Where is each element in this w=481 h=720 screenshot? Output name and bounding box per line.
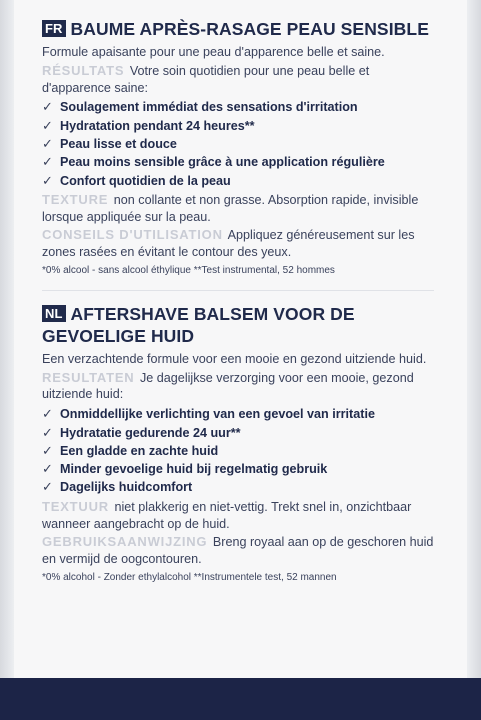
nl-title-text: AFTERSHAVE BALSEM VOOR DE GEVOELIGE HUID bbox=[42, 303, 355, 346]
nl-usage-keyword: GEBRUIKSAANWIJZING bbox=[42, 534, 208, 550]
fr-intro: Formule apaisante pour une peau d'apparence belle et saine. bbox=[42, 45, 385, 59]
list-item: ✓ Hydratation pendant 24 heures** bbox=[42, 117, 255, 133]
list-item: ✓ Een gladde en zachte huid bbox=[42, 442, 219, 458]
nl-usage-text: Breng royaal aan op de geschoren huid en vermijd de oogcontouren. bbox=[42, 535, 434, 567]
nl-results-keyword: RESULTATEN bbox=[42, 369, 135, 385]
section-nl bbox=[42, 303, 434, 587]
fr-texture-keyword: TEXTURE bbox=[42, 191, 109, 207]
label-content bbox=[42, 18, 434, 597]
fr-title bbox=[42, 18, 434, 40]
fr-benefit-list bbox=[42, 98, 434, 189]
nl-benefit-list bbox=[42, 405, 434, 496]
fr-results-keyword: RÉSULTATS bbox=[42, 62, 125, 78]
fr-texture-text: non collante et non grasse. Absorption rapide, invisible lorsque appliquée sur la peau. bbox=[42, 192, 419, 224]
list-item: ✓ Onmiddellijke verlichting van een gevoel van irritatie bbox=[42, 406, 375, 422]
fr-title-text: BAUME APRÈS-RASAGE PEAU SENSIBLE bbox=[70, 19, 429, 39]
nl-lang-badge: NL bbox=[42, 305, 66, 322]
list-item: ✓ Peau lisse et douce bbox=[42, 135, 177, 151]
check-icon: ✓ bbox=[42, 172, 53, 188]
check-icon: ✓ bbox=[42, 461, 53, 477]
check-icon: ✓ bbox=[42, 406, 53, 422]
list-item: ✓ Peau moins sensible grâce à une application régulière bbox=[42, 154, 385, 170]
check-icon: ✓ bbox=[42, 154, 53, 170]
fr-footnote: *0% alcool - sans alcool éthylique **Test instrumental, 52 hommes bbox=[42, 265, 335, 277]
fr-usage-text: Appliquez généreusement sur les zones rasées en évitant le contour des yeux. bbox=[42, 228, 415, 260]
section-divider bbox=[42, 290, 434, 291]
check-icon: ✓ bbox=[42, 135, 53, 151]
fr-usage bbox=[42, 227, 434, 261]
bottom-color-band bbox=[0, 678, 481, 720]
fr-results bbox=[42, 63, 434, 97]
nl-title bbox=[42, 303, 434, 347]
nl-footnote: *0% alcohol - Zonder ethylalcohol **Instrumentele test, 52 mannen bbox=[42, 571, 337, 583]
check-icon: ✓ bbox=[42, 99, 53, 115]
check-icon: ✓ bbox=[42, 424, 53, 440]
nl-results bbox=[42, 370, 434, 404]
fr-lang-badge: FR bbox=[42, 20, 66, 37]
section-fr bbox=[42, 18, 434, 280]
nl-usage bbox=[42, 534, 434, 568]
list-item: ✓ Minder gevoelige huid bij regelmatig gebruik bbox=[42, 461, 328, 477]
check-icon: ✓ bbox=[42, 442, 53, 458]
fr-results-text: Votre soin quotidien pour une peau belle et d'apparence saine: bbox=[42, 63, 370, 95]
nl-texture-keyword: TEXTUUR bbox=[42, 498, 109, 514]
nl-results-text: Je dagelijkse verzorging voor een mooie, gezond uitziende huid: bbox=[42, 370, 414, 402]
fr-usage-keyword: CONSEILS D'UTILISATION bbox=[42, 227, 223, 243]
package-edge-left bbox=[0, 0, 14, 720]
fr-texture bbox=[42, 192, 434, 226]
package-edge-right bbox=[467, 0, 481, 720]
list-item: ✓ Confort quotidien de la peau bbox=[42, 172, 231, 188]
nl-texture bbox=[42, 499, 434, 533]
list-item: ✓ Hydratatie gedurende 24 uur** bbox=[42, 424, 241, 440]
list-item: ✓ Dagelijks huidcomfort bbox=[42, 479, 193, 495]
check-icon: ✓ bbox=[42, 117, 53, 133]
nl-intro: Een verzachtende formule voor een mooie en gezond uitziende huid. bbox=[42, 351, 427, 366]
nl-texture-text: niet plakkerig en niet-vettig. Trekt snel in, onzichtbaar wanneer aangebracht op de huid. bbox=[42, 499, 412, 531]
list-item: ✓ Soulagement immédiat des sensations d'irritation bbox=[42, 99, 358, 115]
check-icon: ✓ bbox=[42, 479, 53, 495]
